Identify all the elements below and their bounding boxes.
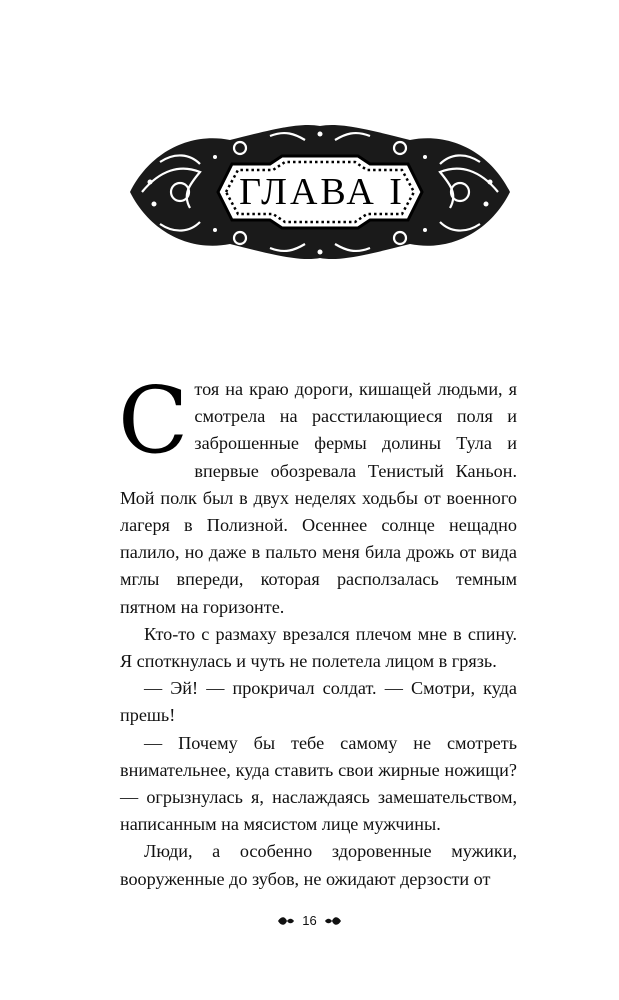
fleuron-left-icon [276, 915, 296, 927]
paragraph [118, 367, 517, 621]
page-number: 16 [302, 913, 317, 928]
paragraph: — Эй! — прокричал солдат. — Смотри, куда прешь! [120, 678, 517, 726]
chapter-title: ГЛАВА I [239, 171, 405, 213]
paragraph-text: тоя на краю дороги, кишащей людьми, я смотрела на расстилающиеся поля и заброшенные фермы долины Тула и впервые обозревала Тенистый Каньон. Мой полк был в двух неделях ходьбы от военного лагеря в Полизной. Осеннее солнце нещадно палило, но даже в пальто меня била дрожь от вида мглы впереди, которая расползалась темным пятном на горизонте. [120, 379, 517, 617]
drop-cap: С [118, 367, 189, 474]
paragraph: Люди, а особенно здоровенные мужики, вооруженные до зубов, не ожидают дерзости от [120, 841, 517, 889]
body-text [118, 367, 517, 893]
paragraph: Кто-то с размаху врезался плечом мне в спину. Я споткнулась и чуть не полетела лицом в грязь. [120, 623, 517, 672]
fleuron-right-icon [323, 915, 343, 927]
page-footer [0, 913, 619, 928]
paragraph: — Почему бы тебе самому не смотреть внимательнее, куда ставить свои жирные ножищи? — огрызнулась я, наслаждаясь замешательством, написанным на мясистом лице мужчины. [120, 732, 517, 835]
